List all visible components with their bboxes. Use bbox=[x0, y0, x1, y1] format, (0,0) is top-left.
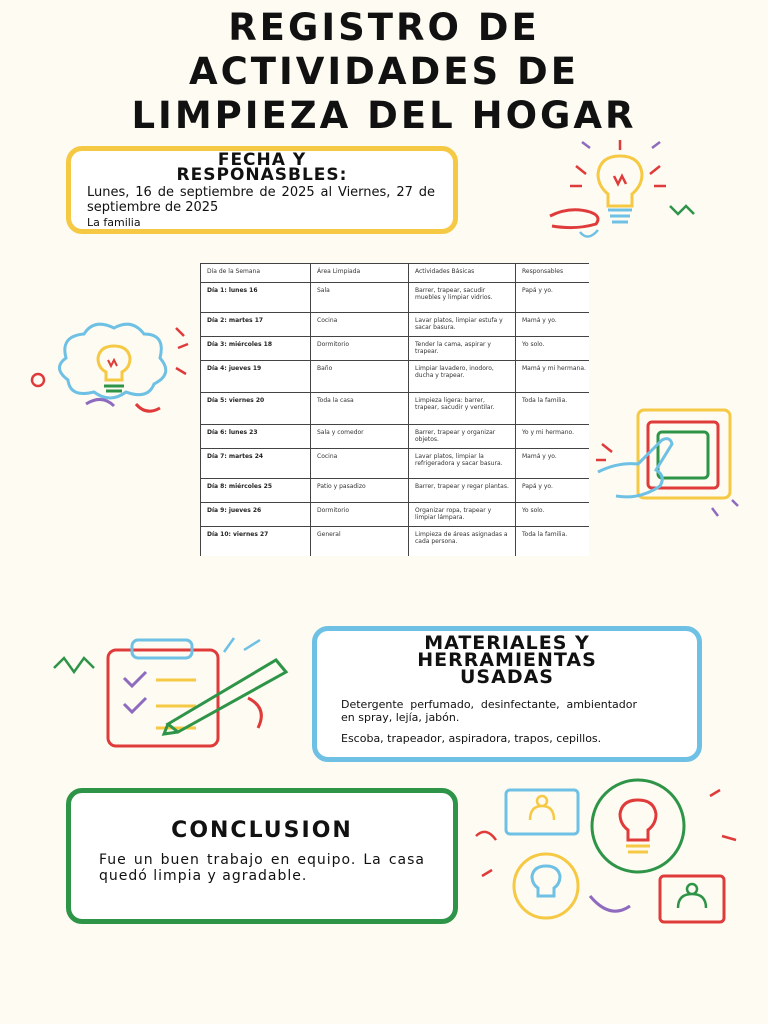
table-cell: Día 10: viernes 27 bbox=[201, 527, 311, 557]
table-cell: Cocina bbox=[311, 449, 409, 479]
table-row bbox=[201, 425, 590, 449]
table-cell: Lavar platos, limpiar la refrigeradora y sacar basura. bbox=[409, 449, 516, 479]
table-cell: Tender la cama, aspirar y trapear. bbox=[409, 337, 516, 361]
table-cell: Dormitorio bbox=[311, 337, 409, 361]
table-row bbox=[201, 393, 590, 425]
table-cell: General bbox=[311, 527, 409, 557]
table-cell: Barrer, trapear y organizar objetos. bbox=[409, 425, 516, 449]
table-cell: Día 7: martes 24 bbox=[201, 449, 311, 479]
title-line-1: REGISTRO DE bbox=[228, 6, 540, 49]
table-cell: Mamá y yo. bbox=[516, 449, 590, 479]
table-cell: Día 4: jueves 19 bbox=[201, 361, 311, 393]
ideas-people-icon bbox=[470, 776, 746, 934]
page-title bbox=[0, 6, 768, 138]
table-cell: Día 5: viernes 20 bbox=[201, 393, 311, 425]
table-cell: Yo solo. bbox=[516, 337, 590, 361]
dates-responsibles-box bbox=[66, 146, 458, 234]
table-cell: Sala bbox=[311, 283, 409, 313]
table-cell: Limpieza ligera: barrer, trapear, sacudir y ventilar. bbox=[409, 393, 516, 425]
hand-lightbulb-icon bbox=[540, 136, 710, 242]
table-cell: Sala y comedor bbox=[311, 425, 409, 449]
table-cell: Barrer, trapear y regar plantas. bbox=[409, 479, 516, 503]
table-row bbox=[201, 503, 590, 527]
table-cell: Papá y yo. bbox=[516, 283, 590, 313]
dates-heading-line-1: FECHA Y bbox=[217, 150, 307, 170]
table-cell: Día 6: lunes 23 bbox=[201, 425, 311, 449]
materials-heading-line-1: MATERIALES Y bbox=[424, 632, 590, 654]
conclusion-box bbox=[66, 788, 458, 924]
table-cell: Limpieza de áreas asignadas a cada persona. bbox=[409, 527, 516, 557]
dates-heading-line-2: RESPONASBLES: bbox=[176, 165, 348, 185]
table-header: Responsables bbox=[516, 264, 590, 283]
table-header: Actividades Básicas bbox=[409, 264, 516, 283]
tablet-touch-icon bbox=[592, 404, 742, 520]
tools-list: Escoba, trapeador, aspiradora, trapos, cepillos. bbox=[341, 732, 602, 745]
table-cell: Día 2: martes 17 bbox=[201, 313, 311, 337]
title-line-3: LIMPIEZA DEL HOGAR bbox=[131, 94, 637, 137]
clipboard-pencil-icon bbox=[48, 628, 298, 752]
activities-table-image bbox=[200, 263, 589, 556]
table-cell: Yo y mi hermano. bbox=[516, 425, 590, 449]
table-cell: Barrer, trapear, sacudir muebles y limpiar vidrios. bbox=[409, 283, 516, 313]
date-range: Lunes, 16 de septiembre de 2025 al Viernes, 27 de septiembre de 2025 bbox=[87, 185, 435, 215]
table-cell: Organizar ropa, trapear y limpiar lámpara. bbox=[409, 503, 516, 527]
table-cell: Día 8: miércoles 25 bbox=[201, 479, 311, 503]
table-cell: Lavar platos, limpiar estufa y sacar basura. bbox=[409, 313, 516, 337]
table-cell: Patio y pasadizo bbox=[311, 479, 409, 503]
table-cell: Toda la casa bbox=[311, 393, 409, 425]
table-row bbox=[201, 361, 590, 393]
table-header: Área Limpiada bbox=[311, 264, 409, 283]
conclusion-heading: CONCLUSION bbox=[171, 818, 353, 843]
table-cell: Día 1: lunes 16 bbox=[201, 283, 311, 313]
materials-box bbox=[312, 626, 702, 762]
cloud-lightbulb-icon bbox=[26, 318, 198, 424]
table-cell: Dormitorio bbox=[311, 503, 409, 527]
table-cell: Toda la familia. bbox=[516, 393, 590, 425]
table-cell: Día 9: jueves 26 bbox=[201, 503, 311, 527]
table-row bbox=[201, 313, 590, 337]
table-row bbox=[201, 283, 590, 313]
conclusion-text: Fue un buen trabajo en equipo. La casa quedó limpia y agradable. bbox=[99, 852, 425, 884]
table-cell: Mamá y mi hermana. bbox=[516, 361, 590, 393]
table-row bbox=[201, 449, 590, 479]
table-row bbox=[201, 337, 590, 361]
table-header: Día de la Semana bbox=[201, 264, 311, 283]
table-row bbox=[201, 479, 590, 503]
table-cell: Yo solo. bbox=[516, 503, 590, 527]
table-cell: Papá y yo. bbox=[516, 479, 590, 503]
table-row bbox=[201, 527, 590, 557]
materials-heading-line-2: HERRAMIENTAS bbox=[417, 649, 597, 671]
table-cell: Cocina bbox=[311, 313, 409, 337]
activities-table bbox=[200, 263, 589, 556]
table-cell: Mamá y yo. bbox=[516, 313, 590, 337]
materials-heading-line-3: USADAS bbox=[460, 666, 554, 688]
responsible-family: La familia bbox=[87, 216, 141, 229]
table-cell: Limpiar lavadero, inodoro, ducha y trapear. bbox=[409, 361, 516, 393]
table-cell: Baño bbox=[311, 361, 409, 393]
table-cell: Toda la familia. bbox=[516, 527, 590, 557]
table-cell: Día 3: miércoles 18 bbox=[201, 337, 311, 361]
table-header-row bbox=[201, 264, 590, 283]
materials-list: Detergente perfumado, desinfectante, ambientador en spray, lejía, jabón. bbox=[341, 698, 637, 724]
title-line-2: ACTIVIDADES DE bbox=[188, 50, 580, 93]
materials-heading bbox=[317, 632, 697, 688]
dates-heading bbox=[71, 150, 453, 185]
